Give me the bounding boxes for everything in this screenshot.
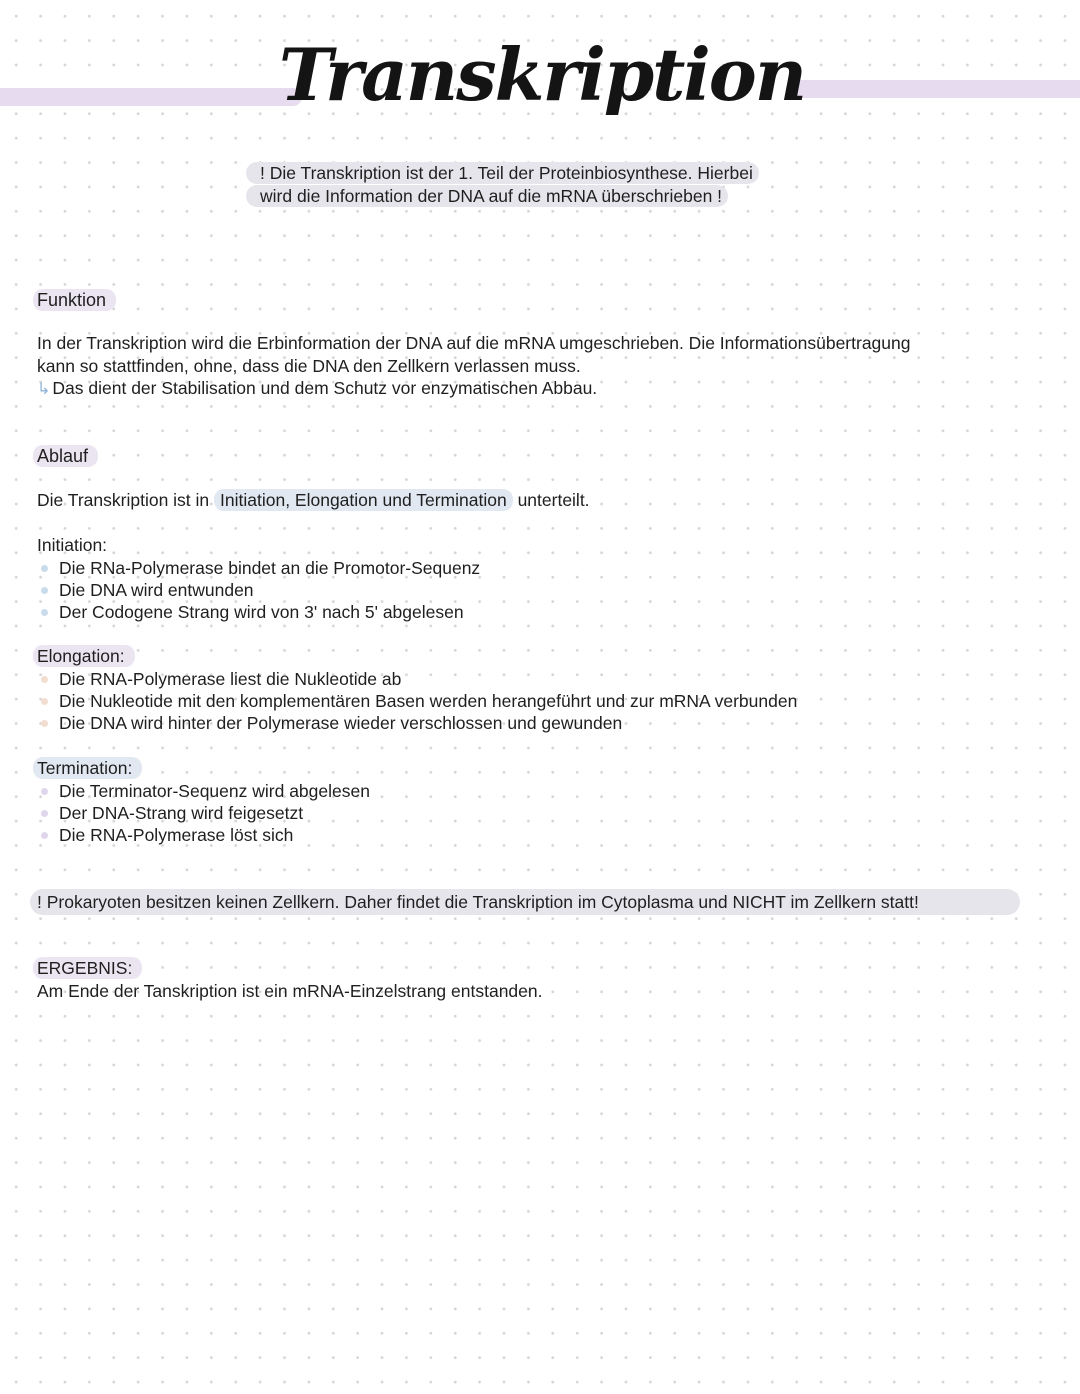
list-item: Der Codogene Strang wird von 3' nach 5' abgelesen [37,601,480,623]
funktion-line-1: In der Transkription wird die Erbinformation der DNA auf die mRNA umgeschrieben. Die Informationsübertragung [37,333,911,353]
initiation-section [37,534,480,623]
bullet-icon [41,587,48,594]
intro-note [246,162,816,207]
list-item: Die RNA-Polymerase liest die Nukleotide ab [37,668,797,690]
list-item: Die RNa-Polymerase bindet an die Promotor-Sequenz [37,557,480,579]
elongation-heading: Elongation: [33,645,797,668]
ergebnis-heading: ERGEBNIS: [33,957,142,980]
funktion-heading: Funktion [33,288,116,312]
bullet-icon [41,810,48,817]
termination-heading: Termination: [33,757,370,780]
bullet-icon [41,832,48,839]
funktion-line-2: kann so stattfinden, ohne, dass die DNA den Zellkern verlassen muss. [37,355,581,376]
list-item: Die Nukleotide mit den komplementären Basen werden herangeführt und zur mRNA verbunden [37,690,797,712]
bullet-icon [41,720,48,727]
bullet-icon [41,676,48,683]
bullet-icon [41,788,48,795]
intro-line-1: ! Die Transkription ist der 1. Teil der Proteinbiosynthese. Hierbei [246,162,759,184]
termination-section [37,757,370,846]
bullet-icon [41,565,48,572]
funktion-paragraph [37,332,1047,402]
prokaryoten-note: ! Prokaryoten besitzen keinen Zellkern. Daher findet die Transkription im Cytoplasma und NICHT im Zellkern statt! [37,892,919,912]
list-item: Die DNA wird entwunden [37,579,480,601]
list-item: Die RNA-Polymerase löst sich [37,824,370,846]
page-title: Transkription [278,32,806,117]
title-decoration-bar-left [0,88,302,106]
intro-line-2: wird die Information der DNA auf die mRNA überschrieben ! [246,185,728,207]
elongation-section [37,645,797,734]
bullet-icon [41,698,48,705]
phases-highlight: Initiation, Elongation und Termination [214,489,513,511]
title-decoration-bar-right [786,80,1080,98]
ergebnis-text: Am Ende der Tanskription ist ein mRNA-Einzelstrang entstanden. [37,981,543,1001]
bullet-icon [41,609,48,616]
arrow-icon: ↳ [37,381,51,398]
initiation-heading: Initiation: [37,535,108,555]
ablauf-summary: Die Transkription ist in Initiation, Elongation und Termination unterteilt. [37,490,590,510]
list-item: Die Terminator-Sequenz wird abgelesen [37,780,370,802]
list-item: Der DNA-Strang wird feigesetzt [37,802,370,824]
ablauf-heading: Ablauf [33,444,98,468]
funktion-line-3: ↳ Das dient der Stabilisation und dem Schutz vor enzymatischen Abbau. [37,378,598,398]
list-item: Die DNA wird hinter der Polymerase wieder verschlossen und gewunden [37,712,797,734]
